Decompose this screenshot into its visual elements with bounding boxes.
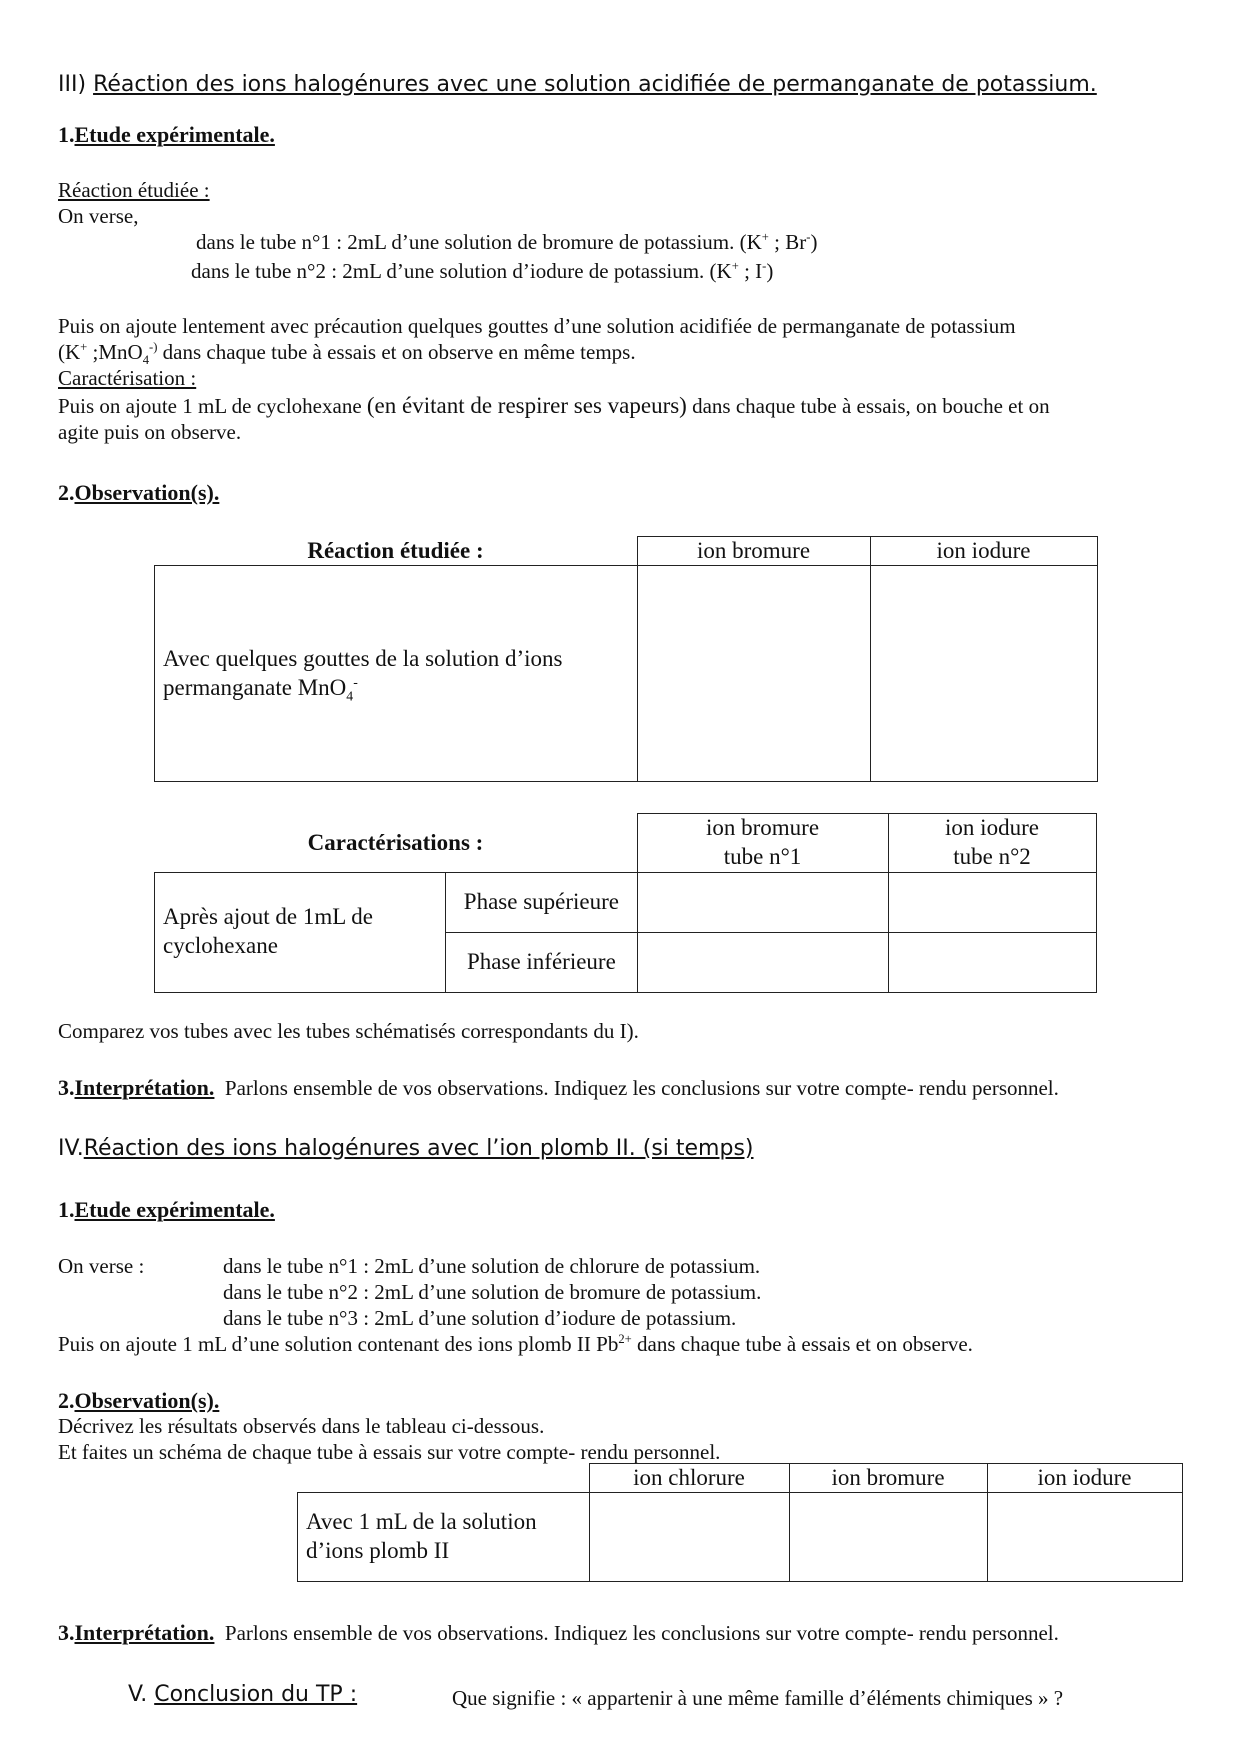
puis-4: Puis on ajoute 1 mL d’une solution contenant des ions plomb II $Pb^{2+}$ dans chaque tube à essais et on observe. bbox=[58, 1332, 973, 1356]
faites-text: Et faites un schéma de chaque tube à essais sur votre compte- rendu personnel. bbox=[58, 1440, 721, 1464]
interpretation-3: 3.Interprétation. Parlons ensemble de vos observations. Indiquez les conclusions sur votre compte- rendu personnel. bbox=[58, 1075, 1059, 1100]
phase-inferieure-label: Phase inférieure bbox=[446, 932, 637, 992]
col-ion-bromure: ion bromure bbox=[637, 537, 870, 566]
phase-superieure-label: Phase supérieure bbox=[446, 872, 637, 932]
puis-line-2: (K+ ;MnO$_4$-) dans chaque tube à essais et on observe en même temps. bbox=[58, 340, 636, 368]
caracterisation-label: Caractérisation : bbox=[58, 366, 197, 390]
subsection-observation: 2.Observation(s). bbox=[58, 480, 220, 505]
plomb-table bbox=[297, 1463, 1183, 1582]
section-4-heading: IV.Réaction des ions halogénures avec l’ion plomb II. (si temps) bbox=[58, 1136, 754, 1161]
section-5-heading: V. Conclusion du TP : bbox=[128, 1682, 358, 1707]
decrivez-text: Décrivez les résultats observés dans le tableau ci-dessous. bbox=[58, 1414, 545, 1438]
reaction-table-header: Réaction étudiée : bbox=[307, 537, 484, 563]
section-number: III) bbox=[58, 72, 87, 97]
subsection-observation-4: 2.Observation(s). bbox=[58, 1388, 220, 1413]
col-ion-chlorure: ion chlorure bbox=[589, 1464, 789, 1493]
col-ion-iodure: ion iodure bbox=[870, 537, 1097, 566]
cell-iodure-inf[interactable] bbox=[888, 932, 1096, 992]
caracterisation-table-header: Caractérisations : bbox=[307, 829, 484, 855]
on-verse-4: On verse : bbox=[58, 1254, 145, 1278]
row-permanganate-label: Avec quelques gouttes de la solution d’ions permanganate MnO$_4$- bbox=[155, 566, 638, 782]
subsection-etude-4: 1.Etude expérimentale. bbox=[58, 1197, 275, 1222]
cyclohexane-line-2: agite puis on observe. bbox=[58, 420, 242, 444]
reaction-label: Réaction étudiée : bbox=[58, 178, 210, 202]
conclusion-question: Que signifie : « appartenir à une même famille d’éléments chimiques » ? bbox=[452, 1686, 1064, 1710]
cell-chlorure-plomb[interactable] bbox=[589, 1493, 789, 1582]
interpretation-4: 3.Interprétation. Parlons ensemble de vos observations. Indiquez les conclusions sur votre compte- rendu personnel. bbox=[58, 1620, 1059, 1645]
cell-iodure-result[interactable] bbox=[870, 566, 1097, 782]
on-verse-text: On verse, bbox=[58, 204, 139, 228]
cell-iodure-plomb[interactable] bbox=[987, 1493, 1182, 1582]
reaction-table bbox=[154, 536, 1098, 782]
cell-bromure-inf[interactable] bbox=[637, 932, 888, 992]
section-title: Réaction des ions halogénures avec une solution acidifiée de permanganate de potassium. bbox=[93, 72, 1097, 97]
col-bromure-tube1: ion bromure tube n°1 bbox=[637, 814, 888, 873]
row-plomb-label: Avec 1 mL de la solution d’ions plomb II bbox=[298, 1493, 590, 1582]
col-ion-bromure-4: ion bromure bbox=[789, 1464, 987, 1493]
puis-line-1: Puis on ajoute lentement avec précaution quelques gouttes d’une solution acidifiée de permanganate de potassium bbox=[58, 314, 1016, 338]
row-cyclohexane-label: Après ajout de 1mL de cyclohexane bbox=[155, 872, 446, 992]
subsection-etude: 1.Etude expérimentale. bbox=[58, 122, 275, 147]
cell-iodure-sup[interactable] bbox=[888, 872, 1096, 932]
cell-bromure-plomb[interactable] bbox=[789, 1493, 987, 1582]
tube3-4: dans le tube n°3 : 2mL d’une solution d’iodure de potassium. bbox=[223, 1306, 737, 1330]
tube1-text: dans le tube n°1 : 2mL d’une solution de bromure de potassium. (K+ ; Br-) bbox=[196, 230, 818, 254]
col-iodure-tube2: ion iodure tube n°2 bbox=[888, 814, 1096, 873]
cell-bromure-result[interactable] bbox=[637, 566, 870, 782]
tube1-4: dans le tube n°1 : 2mL d’une solution de chlorure de potassium. bbox=[223, 1254, 761, 1278]
section-3-heading bbox=[58, 72, 1097, 98]
col-ion-iodure-4: ion iodure bbox=[987, 1464, 1182, 1493]
caracterisation-table bbox=[154, 813, 1097, 993]
tube2-text: dans le tube n°2 : 2mL d’une solution d’iodure de potassium. (K+ ; I-) bbox=[191, 259, 774, 283]
tube2-4: dans le tube n°2 : 2mL d’une solution de bromure de potassium. bbox=[223, 1280, 762, 1304]
cell-bromure-sup[interactable] bbox=[637, 872, 888, 932]
compare-text: Comparez vos tubes avec les tubes schématisés correspondants du I). bbox=[58, 1019, 639, 1043]
cyclohexane-line-1: Puis on ajoute 1 mL de cyclohexane (en évitant de respirer ses vapeurs) dans chaque tube à essais, on bouche et on bbox=[58, 393, 1050, 418]
